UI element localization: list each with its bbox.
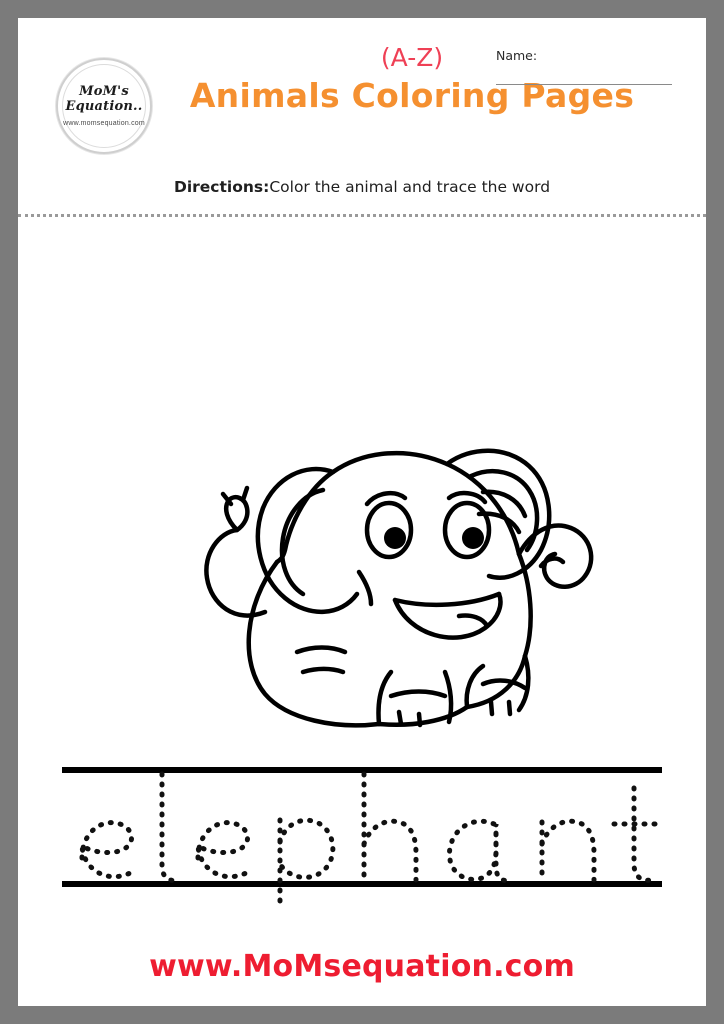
directions-label: Directions: [173, 178, 270, 196]
footer-url: www.MoMsequation.com [149, 949, 575, 984]
name-field[interactable] [496, 48, 678, 85]
coloring-art-area [18, 222, 706, 742]
directions-text: Color the animal and trace the word [269, 178, 551, 196]
logo-url: www.momsequation.com [63, 119, 145, 127]
logo [56, 58, 152, 154]
tracing-area [58, 746, 666, 906]
name-input-line[interactable] [496, 83, 672, 85]
title-az: (A-Z) [380, 43, 444, 72]
trace-word-elephant[interactable] [58, 746, 666, 906]
logo-text [66, 85, 143, 115]
logo-text-line2: Equation.. [65, 99, 143, 114]
name-label: Name: [496, 48, 538, 63]
worksheet-header [18, 18, 706, 218]
logo-inner-circle [62, 64, 146, 148]
worksheet-sheet [18, 18, 706, 1006]
page-title: Animals Coloring Pages [189, 75, 635, 115]
logo-text-line1: MoM's [79, 84, 129, 100]
dotted-divider [18, 214, 706, 217]
elephant-line-art-icon [127, 232, 597, 732]
directions [18, 178, 706, 196]
